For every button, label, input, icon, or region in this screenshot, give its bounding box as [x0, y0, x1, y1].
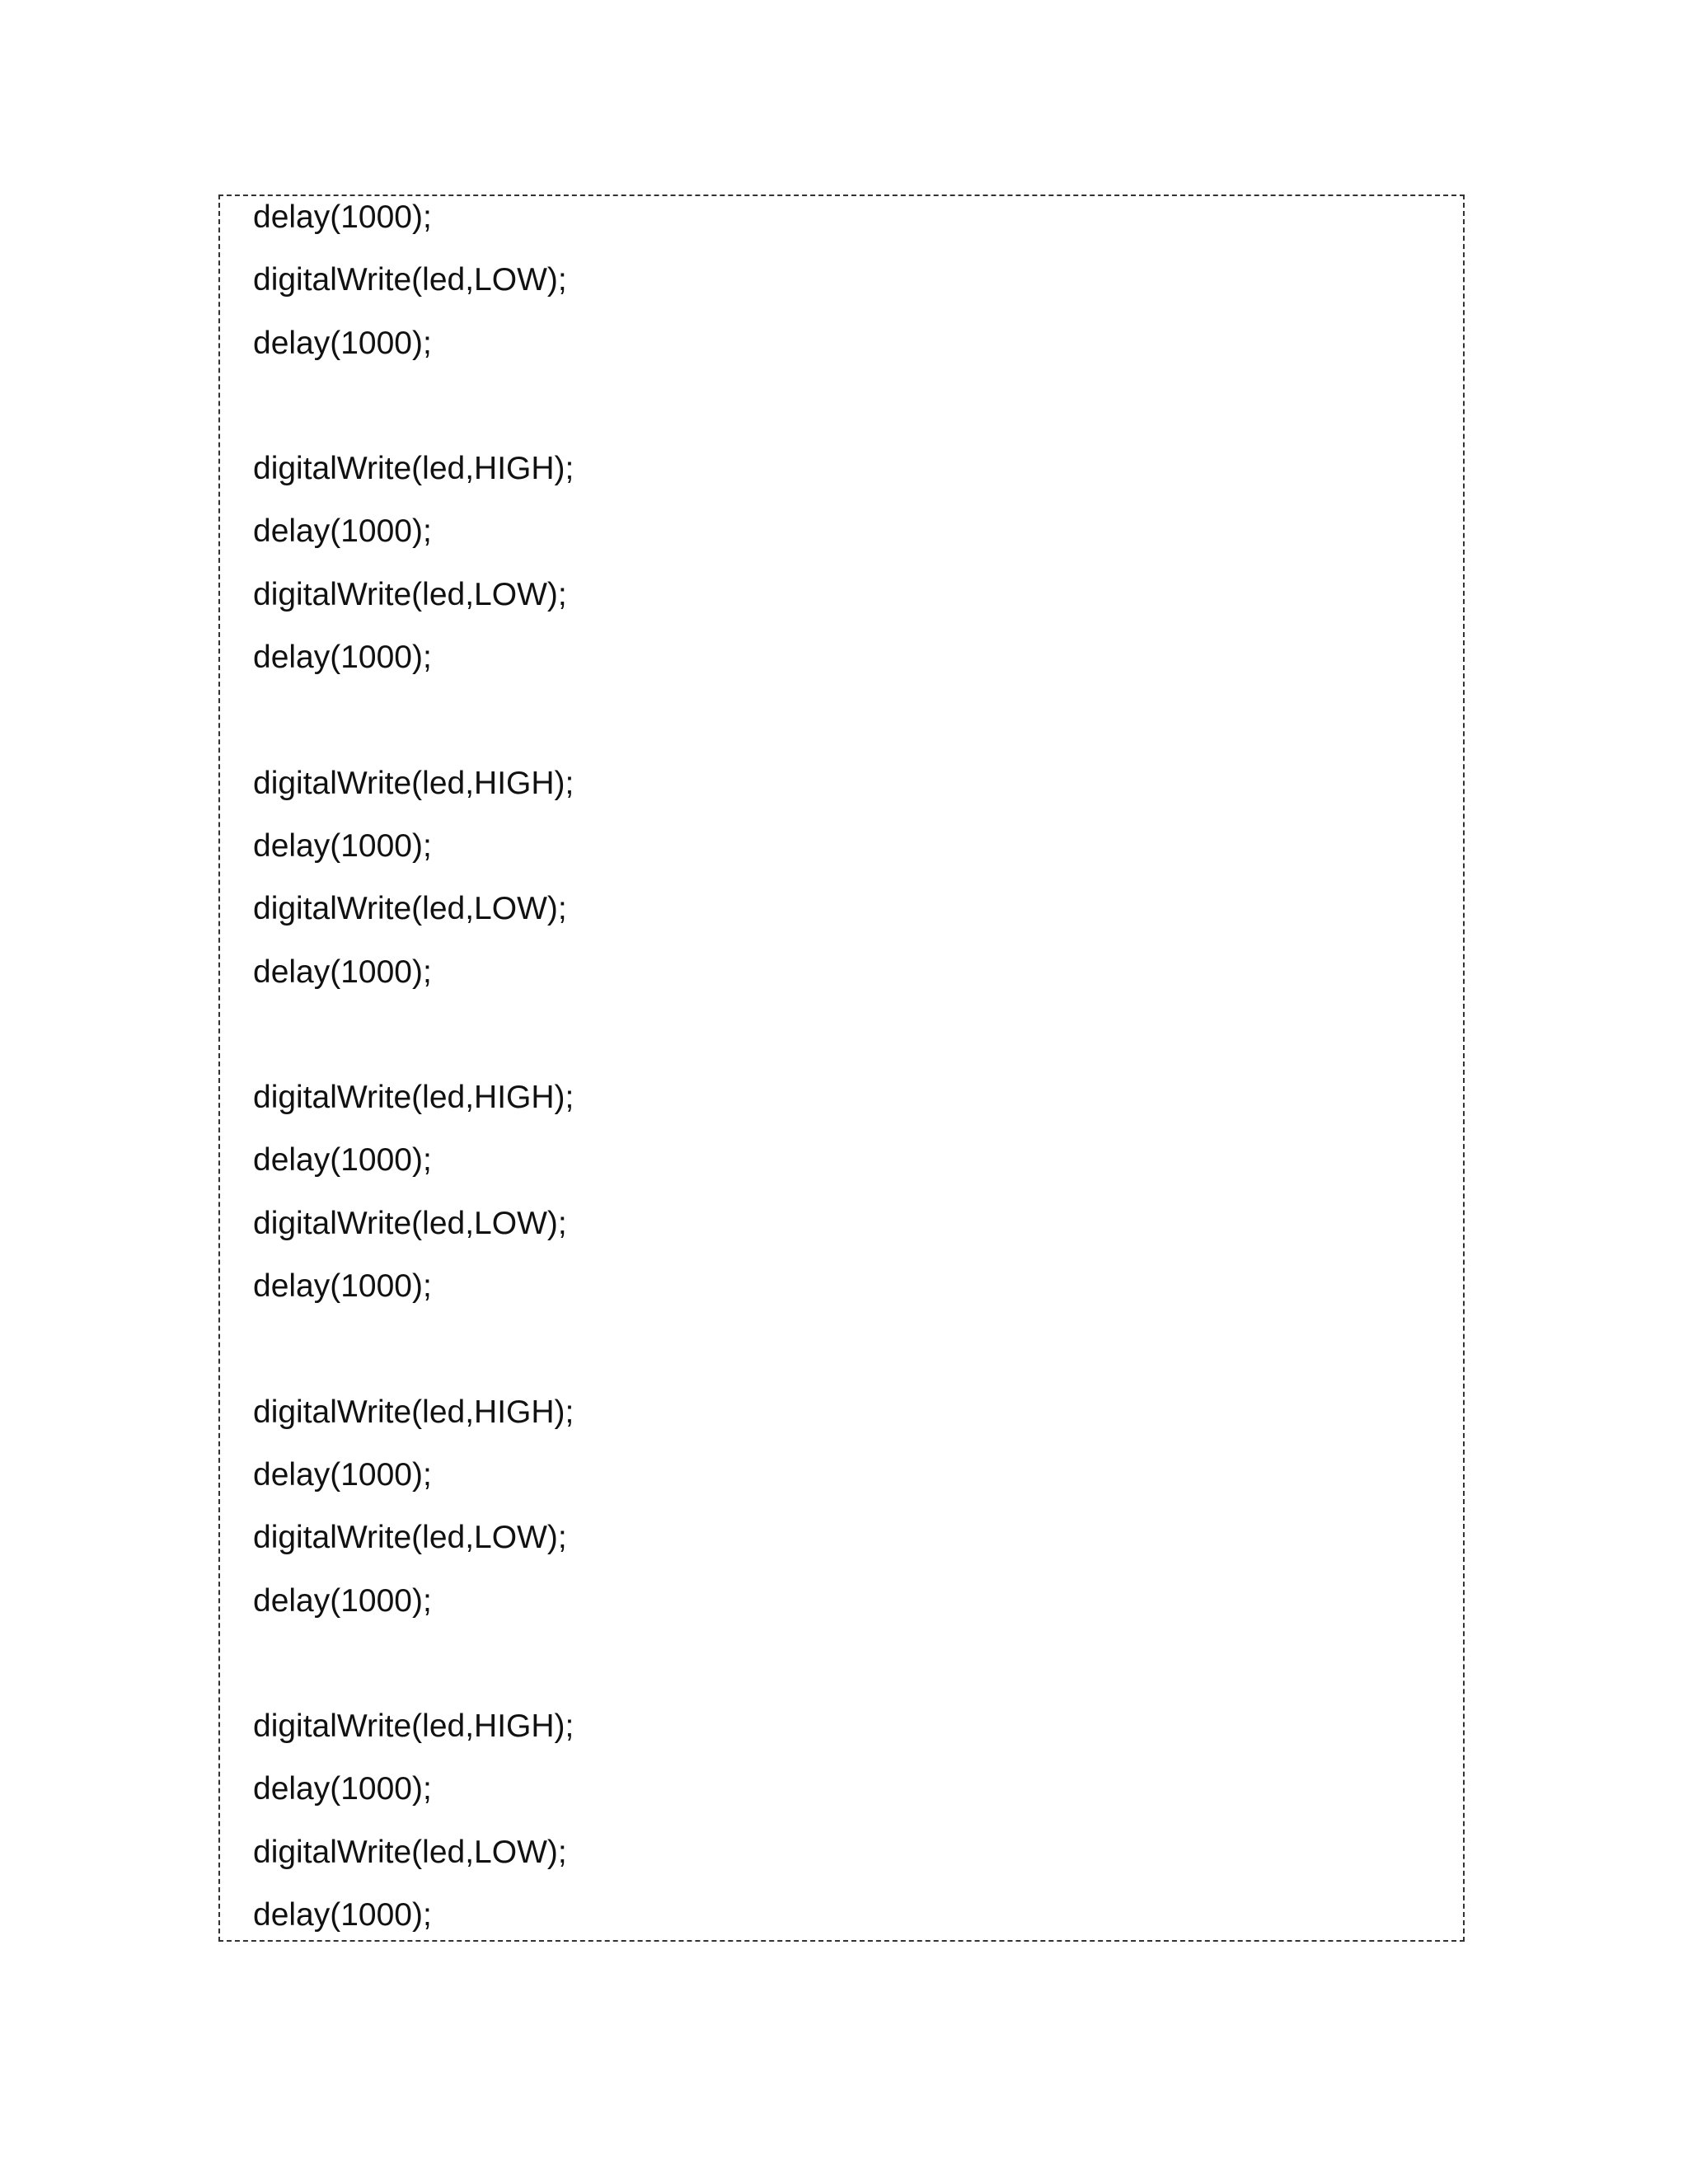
- code-line: digitalWrite(led,LOW);: [253, 1520, 567, 1556]
- code-line: digitalWrite(led,HIGH);: [253, 1080, 574, 1116]
- code-lines: [253, 201, 574, 1961]
- code-line: digitalWrite(led,HIGH);: [253, 1708, 574, 1745]
- code-line: digitalWrite(led,LOW);: [253, 576, 567, 612]
- code-line: delay(1000);: [253, 513, 432, 550]
- blank-line: [253, 390, 574, 452]
- code-line: digitalWrite(led,LOW);: [253, 891, 567, 927]
- code-line: delay(1000);: [253, 1582, 432, 1619]
- blank-line: [253, 1019, 574, 1081]
- code-line: digitalWrite(led,LOW);: [253, 1834, 567, 1870]
- code-line: digitalWrite(led,LOW);: [253, 262, 567, 298]
- code-line: digitalWrite(led,HIGH);: [253, 1394, 574, 1430]
- blank-line: [253, 704, 574, 766]
- blank-line: [253, 1333, 574, 1395]
- code-line: digitalWrite(led,LOW);: [253, 1205, 567, 1241]
- code-line: delay(1000);: [253, 199, 432, 235]
- code-line: delay(1000);: [253, 827, 432, 864]
- code-line: delay(1000);: [253, 954, 432, 990]
- code-block: [218, 194, 1465, 1942]
- code-line: delay(1000);: [253, 1142, 432, 1179]
- blank-line: [253, 1647, 574, 1710]
- code-line: delay(1000);: [253, 1771, 432, 1807]
- code-line: delay(1000);: [253, 1268, 432, 1305]
- code-line: digitalWrite(led,HIGH);: [253, 765, 574, 801]
- code-line: digitalWrite(led,HIGH);: [253, 451, 574, 487]
- code-line: delay(1000);: [253, 325, 432, 361]
- code-line: delay(1000);: [253, 1897, 432, 1933]
- code-line: delay(1000);: [253, 1456, 432, 1493]
- code-line: delay(1000);: [253, 640, 432, 676]
